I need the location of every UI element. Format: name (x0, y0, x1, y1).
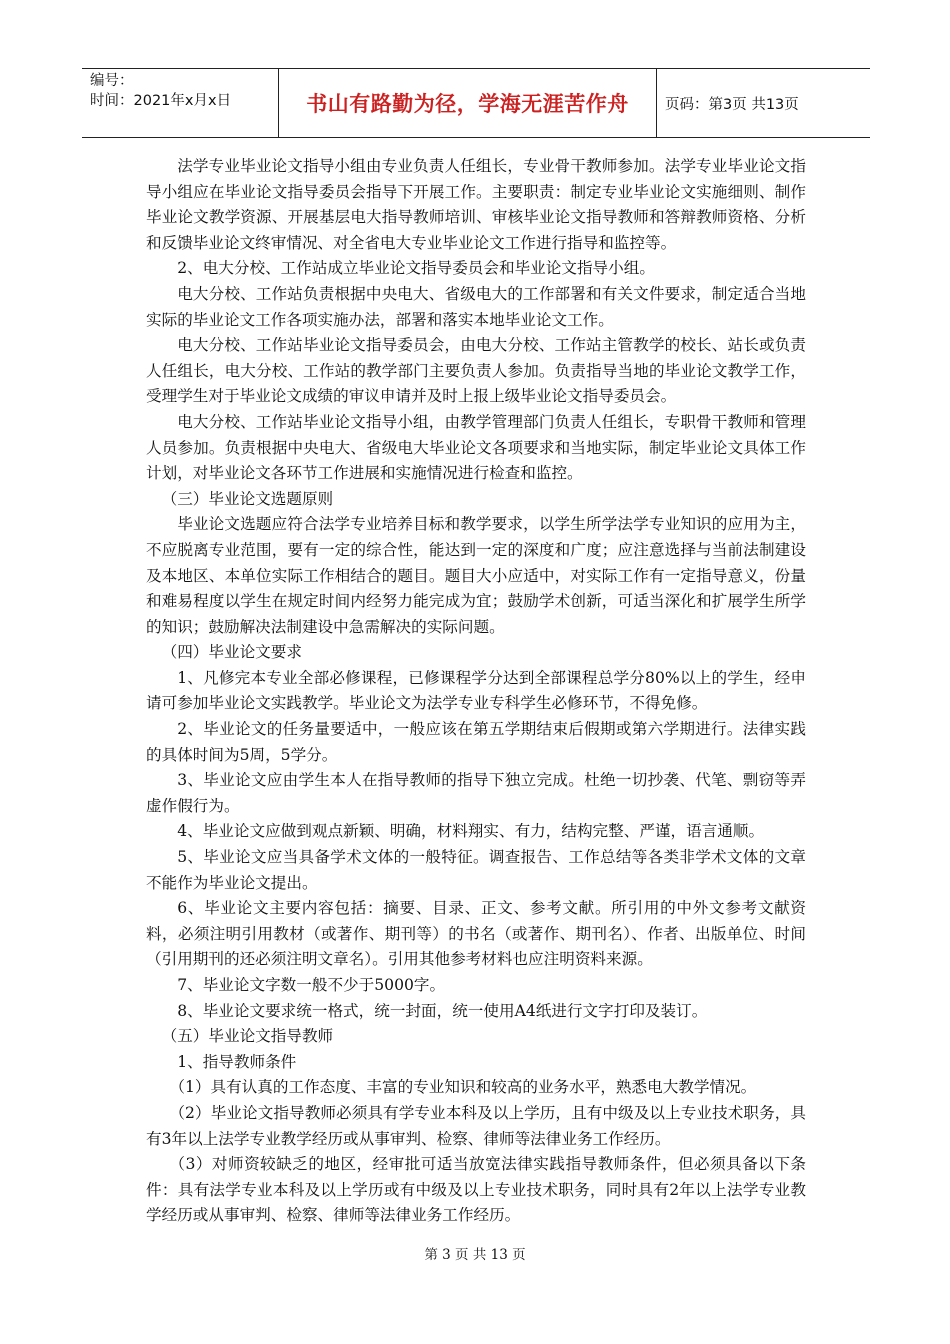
body-text (146, 154, 806, 1229)
paragraph: （2）毕业论文指导教师必须具有学专业本科及以上学历，且有中级及以上专业技术职务，具有3年以上法学专业教学经历或从事审判、检察、律师等法律业务工作经历。 (146, 1103, 806, 1148)
motto-text: 书山有路勤为径，学海无涯苦作舟 (306, 92, 629, 116)
paragraph: 电大分校、工作站毕业论文指导小组，由教学管理部门负责人任组长，专职骨干教师和管理人员参加。负责根据中央电大、省级电大毕业论文各项要求和当地实际，制定毕业论文具体工作计划，对毕业论文各环节工作进展和实施情况进行检查和监控。 (146, 412, 806, 483)
paragraph: 7、毕业论文字数一般不少于5000字。 (177, 976, 446, 994)
section-heading: （五）毕业论文指导教师 (161, 1027, 334, 1046)
section-heading: （四）毕业论文要求 (161, 643, 302, 662)
paragraph: 6、毕业论文主要内容包括：摘要、目录、正文、参考文献。所引用的中外文参考文献资料，必须注明引用教材（或著作、期刊等）的书名（或著作、期刊名）、作者、出版单位、时间（引用期刊的还必须注明文章名）。引用其他参考材料也应注明资料来源。 (146, 899, 806, 969)
header-motto (279, 69, 657, 137)
time-label: 时间：2021年x月x日 (90, 93, 232, 109)
paragraph: 2、毕业论文的任务量要适中，一般应该在第五学期结束后假期或第六学期进行。法律实践的具体时间为5周，5学分。 (146, 720, 806, 764)
section-heading: （三）毕业论文选题原则 (161, 489, 334, 508)
number-label: 编号： (90, 73, 134, 89)
paragraph: 8、毕业论文要求统一格式，统一封面，统一使用A4纸进行文字打印及装订。 (177, 1001, 708, 1020)
page-footer: 第 3 页 共 13 页 (424, 1247, 526, 1263)
paragraph: 1、指导教师条件 (177, 1052, 297, 1071)
paragraph: 4、毕业论文应做到观点新颖、明确，材料翔实、有力，结构完整、严谨，语言通顺。 (177, 822, 765, 841)
paragraph: （1）具有认真的工作态度、丰富的专业知识和较高的业务水平，熟悉电大教学情况。 (169, 1078, 757, 1097)
paragraph: 电大分校、工作站负责根据中央电大、省级电大的工作部署和有关文件要求，制定适合当地实际的毕业论文工作各项实施办法，部署和落实本地毕业论文工作。 (146, 284, 806, 329)
header-meta (82, 69, 279, 137)
header-page-code: 页码：第3页 共13页 (665, 96, 799, 113)
paragraph: （3）对师资较缺乏的地区，经审批可适当放宽法律实践指导教师条件，但必须具备以下条件：具有法学专业本科及以上学历或有中级及以上专业技术职务，同时具有2年以上法学专业教学经历或从事审判、检察、律师等法律业务工作经历。 (146, 1155, 806, 1225)
paragraph: 1、凡修完本专业全部必修课程，已修课程学分达到全部课程总学分80%以上的学生，经申请可参加毕业论文实践教学。毕业论文为法学专业专科学生必修环节，不得免修。 (146, 668, 806, 713)
paragraph: 5、毕业论文应当具备学术文体的一般特征。调查报告、工作总结等各类非学术文体的文章不能作为毕业论文提出。 (146, 848, 806, 892)
page-header (82, 68, 870, 138)
paragraph: 3、毕业论文应由学生本人在指导教师的指导下独立完成。杜绝一切抄袭、代笔、剽窃等弄虚作假行为。 (146, 771, 806, 815)
paragraph: 2、电大分校、工作站成立毕业论文指导委员会和毕业论文指导小组。 (177, 259, 655, 278)
paragraph: 电大分校、工作站毕业论文指导委员会，由电大分校、工作站主管教学的校长、站长或负责人任组长，电大分校、工作站的教学部门主要负责人参加。负责指导当地的毕业论文教学工作，受理学生对于毕业论文成绩的审议申请并及时上报上级毕业论文指导委员会。 (146, 336, 806, 406)
paragraph: 法学专业毕业论文指导小组由专业负责人任组长，专业骨干教师参加。法学专业毕业论文指导小组应在毕业论文指导委员会指导下开展工作。主要职责：制定专业毕业论文实施细则、制作毕业论文教学资源、开展基层电大指导教师培训、审核毕业论文指导教师和答辩教师资格、分析和反馈毕业论文终审情况、对全省电大专业毕业论文工作进行指导和监控等。 (146, 157, 806, 252)
paragraph: 毕业论文选题应符合法学专业培养目标和教学要求，以学生所学法学专业知识的应用为主，不应脱离专业范围，要有一定的综合性，能达到一定的深度和广度；应注意选择与当前法制建设及本地区、本单位实际工作相结合的题目。题目大小应适中，对实际工作有一定指导意义，份量和难易程度以学生在规定时间内经努力能完成为宜；鼓励学术创新，可适当深化和扩展学生所学的知识；鼓励解决法制建设中急需解决的实际问题。 (146, 515, 806, 636)
